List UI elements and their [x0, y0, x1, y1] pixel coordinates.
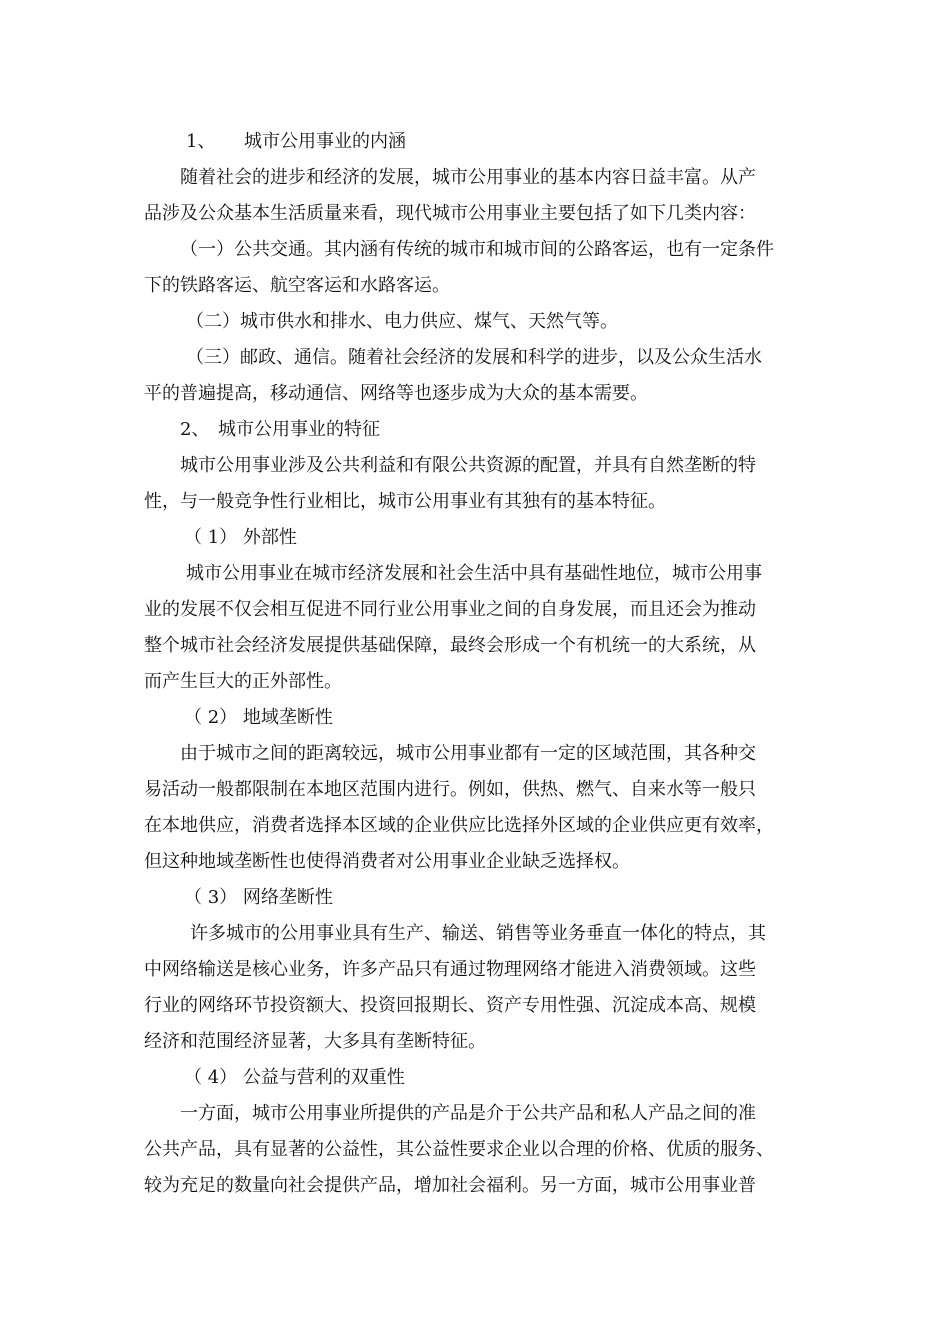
feature-heading: （ 3） 网络垄断性: [184, 887, 333, 908]
list-item-line: （一）公共交通。其内涵有传统的城市和城市间的公路客运，也有一定条件: [180, 239, 774, 260]
section-2-heading: [144, 412, 804, 448]
paragraph-line: 性，与一般竞争性行业相比，城市公用事业有其独有的基本特征。: [144, 491, 666, 512]
feature-heading: （ 1） 外部性: [184, 527, 297, 548]
section-2-title: 城市公用事业的特征: [218, 419, 380, 440]
list-item-line: 平的普遍提高，移动通信、网络等也逐步成为大众的基本需要。: [144, 383, 648, 404]
paragraph-line: 中网络输送是核心业务，许多产品只有通过物理网络才能进入消费领域。这些: [144, 959, 756, 980]
paragraph-line: 许多城市的公用事业具有生产、输送、销售等业务垂直一体化的特点，其: [190, 923, 766, 944]
paragraph-line: 业的发展不仅会相互促进不同行业公用事业之间的自身发展，而且还会为推动: [144, 599, 756, 620]
list-item-line: 下的铁路客运、航空客运和水路客运。: [144, 275, 450, 296]
feature-heading: （ 4） 公益与营利的双重性: [184, 1067, 405, 1088]
section-1-heading: [144, 124, 804, 160]
paragraph-line: 随着社会的进步和经济的发展，城市公用事业的基本内容日益丰富。从产: [180, 167, 756, 188]
paragraph-line: 较为充足的数量向社会提供产品，增加社会福利。另一方面，城市公用事业普: [144, 1175, 756, 1196]
paragraph-line: 一方面，城市公用事业所提供的产品是介于公共产品和私人产品之间的准: [180, 1103, 756, 1124]
paragraph-line: 整个城市社会经济发展提供基础保障，最终会形成一个有机统一的大系统，从: [144, 635, 756, 656]
list-item-line: （二）城市供水和排水、电力供应、煤气、天然气等。: [186, 311, 618, 332]
paragraph-line: 但这种地域垄断性也使得消费者对公用事业企业缺乏选择权。: [144, 851, 630, 872]
section-1-title: 城市公用事业的内涵: [244, 131, 406, 152]
feature-heading: （ 2） 地域垄断性: [184, 707, 333, 728]
list-item-line: （三）邮政、通信。随着社会经济的发展和科学的进步，以及公众生活水: [186, 347, 762, 368]
document-body: [144, 124, 804, 1204]
paragraph-line: 经济和范围经济显著，大多具有垄断特征。: [144, 1031, 486, 1052]
paragraph-line: 公共产品，具有显著的公益性，其公益性要求企业以合理的价格、优质的服务、: [144, 1139, 774, 1160]
paragraph-line: 由于城市之间的距离较远，城市公用事业都有一定的区域范围，其各种交: [180, 743, 756, 764]
paragraph-line: 城市公用事业涉及公共利益和有限公共资源的配置，并具有自然垄断的特: [180, 455, 756, 476]
paragraph-line: 易活动一般都限制在本地区范围内进行。例如，供热、燃气、自来水等一般只: [144, 779, 756, 800]
paragraph-line: 行业的网络环节投资额大、投资回报期长、资产专用性强、沉淀成本高、规模: [144, 995, 756, 1016]
paragraph-line: 品涉及公众基本生活质量来看，现代城市公用事业主要包括了如下几类内容：: [144, 203, 756, 224]
paragraph-line: 而产生巨大的正外部性。: [144, 671, 342, 692]
paragraph-line: 在本地供应，消费者选择本区域的企业供应比选择外区域的企业供应更有效率，: [144, 815, 774, 836]
section-2-number: 2、: [180, 419, 210, 440]
section-1-number: 1、: [186, 131, 216, 152]
paragraph-line: 城市公用事业在城市经济发展和社会生活中具有基础性地位，城市公用事: [186, 563, 762, 584]
